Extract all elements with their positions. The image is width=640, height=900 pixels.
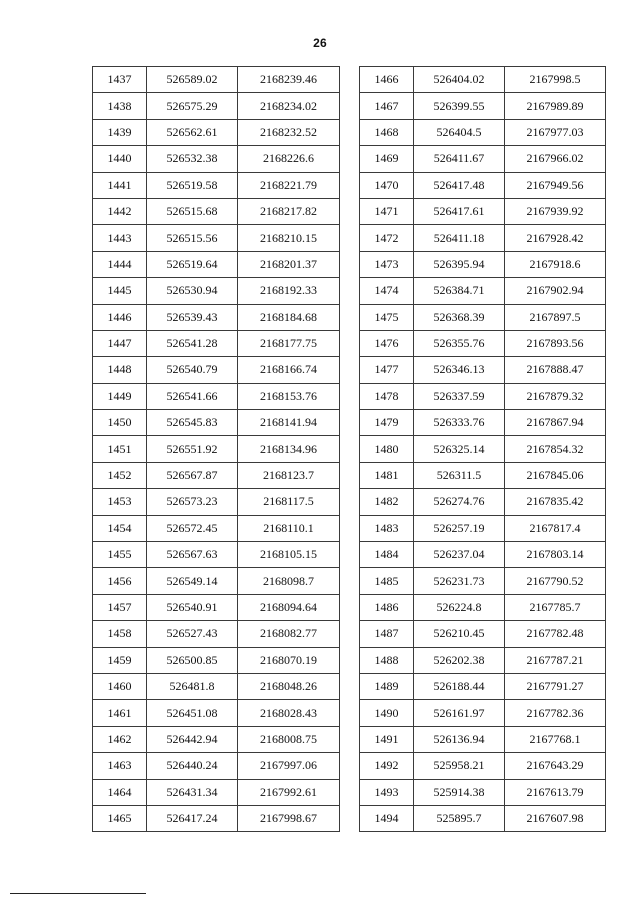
y-coordinate-cell: 2167897.5 — [505, 304, 606, 330]
y-coordinate-cell: 2167613.79 — [505, 779, 606, 805]
coordinate-table-right — [359, 66, 606, 832]
point-number-cell: 1451 — [93, 436, 147, 462]
y-coordinate-cell: 2168117.5 — [238, 489, 340, 515]
table-row — [360, 119, 606, 145]
y-coordinate-cell: 2167791.27 — [505, 673, 606, 699]
table-row — [93, 594, 340, 620]
y-coordinate-cell: 2167893.56 — [505, 330, 606, 356]
y-coordinate-cell: 2168105.15 — [238, 542, 340, 568]
table-row — [360, 410, 606, 436]
table-row — [93, 515, 340, 541]
x-coordinate-cell: 526399.55 — [414, 93, 505, 119]
y-coordinate-cell: 2168070.19 — [238, 647, 340, 673]
x-coordinate-cell: 526530.94 — [147, 278, 238, 304]
y-coordinate-cell: 2167928.42 — [505, 225, 606, 251]
x-coordinate-cell: 526274.76 — [414, 489, 505, 515]
table-row — [93, 753, 340, 779]
x-coordinate-cell: 526500.85 — [147, 647, 238, 673]
y-coordinate-cell: 2167902.94 — [505, 278, 606, 304]
table-row — [360, 673, 606, 699]
x-coordinate-cell: 526346.13 — [414, 357, 505, 383]
point-number-cell: 1446 — [93, 304, 147, 330]
table-row — [360, 700, 606, 726]
y-coordinate-cell: 2168110.1 — [238, 515, 340, 541]
y-coordinate-cell: 2167888.47 — [505, 357, 606, 383]
table-row — [93, 198, 340, 224]
x-coordinate-cell: 526417.61 — [414, 198, 505, 224]
y-coordinate-cell: 2168166.74 — [238, 357, 340, 383]
point-number-cell: 1488 — [360, 647, 414, 673]
y-coordinate-cell: 2168177.75 — [238, 330, 340, 356]
x-coordinate-cell: 526417.24 — [147, 805, 238, 831]
table-row — [360, 278, 606, 304]
y-coordinate-cell: 2168094.64 — [238, 594, 340, 620]
y-coordinate-cell: 2167879.32 — [505, 383, 606, 409]
table-row — [93, 779, 340, 805]
y-coordinate-cell: 2168232.52 — [238, 119, 340, 145]
y-coordinate-cell: 2167787.21 — [505, 647, 606, 673]
point-number-cell: 1449 — [93, 383, 147, 409]
x-coordinate-cell: 526411.18 — [414, 225, 505, 251]
x-coordinate-cell: 526404.02 — [414, 67, 505, 93]
table-row — [360, 462, 606, 488]
table-row — [93, 278, 340, 304]
y-coordinate-cell: 2168210.15 — [238, 225, 340, 251]
point-number-cell: 1439 — [93, 119, 147, 145]
y-coordinate-cell: 2167989.89 — [505, 93, 606, 119]
x-coordinate-cell: 526572.45 — [147, 515, 238, 541]
point-number-cell: 1466 — [360, 67, 414, 93]
y-coordinate-cell: 2167854.32 — [505, 436, 606, 462]
x-coordinate-cell: 526237.04 — [414, 542, 505, 568]
table-row — [93, 357, 340, 383]
point-number-cell: 1448 — [93, 357, 147, 383]
point-number-cell: 1445 — [93, 278, 147, 304]
x-coordinate-cell: 526540.91 — [147, 594, 238, 620]
point-number-cell: 1463 — [93, 753, 147, 779]
point-number-cell: 1438 — [93, 93, 147, 119]
y-coordinate-cell: 2168217.82 — [238, 198, 340, 224]
point-number-cell: 1444 — [93, 251, 147, 277]
table-row — [360, 515, 606, 541]
y-coordinate-cell: 2168192.33 — [238, 278, 340, 304]
x-coordinate-cell: 525914.38 — [414, 779, 505, 805]
x-coordinate-cell: 526573.23 — [147, 489, 238, 515]
table-row — [360, 67, 606, 93]
point-number-cell: 1457 — [93, 594, 147, 620]
table-row — [360, 621, 606, 647]
table-row — [360, 753, 606, 779]
y-coordinate-cell: 2167785.7 — [505, 594, 606, 620]
y-coordinate-cell: 2167966.02 — [505, 146, 606, 172]
x-coordinate-cell: 526384.71 — [414, 278, 505, 304]
point-number-cell: 1437 — [93, 67, 147, 93]
table-row — [93, 805, 340, 831]
y-coordinate-cell: 2167977.03 — [505, 119, 606, 145]
point-number-cell: 1442 — [93, 198, 147, 224]
table-row — [360, 489, 606, 515]
x-coordinate-cell: 526515.68 — [147, 198, 238, 224]
point-number-cell: 1478 — [360, 383, 414, 409]
point-number-cell: 1464 — [93, 779, 147, 805]
point-number-cell: 1492 — [360, 753, 414, 779]
y-coordinate-cell: 2168201.37 — [238, 251, 340, 277]
point-number-cell: 1440 — [93, 146, 147, 172]
table-row — [93, 251, 340, 277]
table-row — [93, 383, 340, 409]
x-coordinate-cell: 526551.92 — [147, 436, 238, 462]
x-coordinate-cell: 526231.73 — [414, 568, 505, 594]
table-row — [360, 383, 606, 409]
table-row — [360, 225, 606, 251]
y-coordinate-cell: 2168153.76 — [238, 383, 340, 409]
table-row — [93, 647, 340, 673]
point-number-cell: 1485 — [360, 568, 414, 594]
y-coordinate-cell: 2168184.68 — [238, 304, 340, 330]
table-row — [93, 700, 340, 726]
y-coordinate-cell: 2168234.02 — [238, 93, 340, 119]
x-coordinate-cell: 526355.76 — [414, 330, 505, 356]
table-row — [93, 726, 340, 752]
coordinate-table-left — [92, 66, 340, 832]
point-number-cell: 1459 — [93, 647, 147, 673]
x-coordinate-cell: 526451.08 — [147, 700, 238, 726]
y-coordinate-cell: 2167997.06 — [238, 753, 340, 779]
table-row — [360, 726, 606, 752]
x-coordinate-cell: 526188.44 — [414, 673, 505, 699]
x-coordinate-cell: 526337.59 — [414, 383, 505, 409]
y-coordinate-cell: 2167867.94 — [505, 410, 606, 436]
table-row — [93, 304, 340, 330]
point-number-cell: 1486 — [360, 594, 414, 620]
table-row — [360, 594, 606, 620]
x-coordinate-cell: 526575.29 — [147, 93, 238, 119]
table-row — [93, 621, 340, 647]
table-row — [360, 542, 606, 568]
point-number-cell: 1481 — [360, 462, 414, 488]
y-coordinate-cell: 2168028.43 — [238, 700, 340, 726]
x-coordinate-cell: 526431.34 — [147, 779, 238, 805]
table-row — [360, 198, 606, 224]
point-number-cell: 1484 — [360, 542, 414, 568]
table-row — [93, 119, 340, 145]
point-number-cell: 1470 — [360, 172, 414, 198]
x-coordinate-cell: 526567.87 — [147, 462, 238, 488]
point-number-cell: 1473 — [360, 251, 414, 277]
point-number-cell: 1472 — [360, 225, 414, 251]
x-coordinate-cell: 526224.8 — [414, 594, 505, 620]
point-number-cell: 1443 — [93, 225, 147, 251]
x-coordinate-cell: 526541.28 — [147, 330, 238, 356]
x-coordinate-cell: 526161.97 — [414, 700, 505, 726]
table-row — [360, 146, 606, 172]
table-row — [93, 330, 340, 356]
x-coordinate-cell: 526519.58 — [147, 172, 238, 198]
x-coordinate-cell: 526333.76 — [414, 410, 505, 436]
x-coordinate-cell: 525895.7 — [414, 805, 505, 831]
point-number-cell: 1494 — [360, 805, 414, 831]
point-number-cell: 1471 — [360, 198, 414, 224]
point-number-cell: 1475 — [360, 304, 414, 330]
x-coordinate-cell: 526202.38 — [414, 647, 505, 673]
point-number-cell: 1461 — [93, 700, 147, 726]
point-number-cell: 1480 — [360, 436, 414, 462]
table-row — [93, 489, 340, 515]
table-row — [360, 436, 606, 462]
x-coordinate-cell: 526540.79 — [147, 357, 238, 383]
x-coordinate-cell: 526481.8 — [147, 673, 238, 699]
x-coordinate-cell: 526368.39 — [414, 304, 505, 330]
point-number-cell: 1458 — [93, 621, 147, 647]
y-coordinate-cell: 2168123.7 — [238, 462, 340, 488]
table-row — [360, 172, 606, 198]
x-coordinate-cell: 526311.5 — [414, 462, 505, 488]
table-row — [93, 542, 340, 568]
point-number-cell: 1477 — [360, 357, 414, 383]
x-coordinate-cell: 526325.14 — [414, 436, 505, 462]
point-number-cell: 1469 — [360, 146, 414, 172]
table-row — [360, 647, 606, 673]
y-coordinate-cell: 2167949.56 — [505, 172, 606, 198]
point-number-cell: 1474 — [360, 278, 414, 304]
point-number-cell: 1460 — [93, 673, 147, 699]
table-row — [93, 93, 340, 119]
point-number-cell: 1453 — [93, 489, 147, 515]
y-coordinate-cell: 2167643.29 — [505, 753, 606, 779]
y-coordinate-cell: 2168221.79 — [238, 172, 340, 198]
x-coordinate-cell: 526541.66 — [147, 383, 238, 409]
y-coordinate-cell: 2167790.52 — [505, 568, 606, 594]
table-row — [93, 410, 340, 436]
y-coordinate-cell: 2167817.4 — [505, 515, 606, 541]
x-coordinate-cell: 526417.48 — [414, 172, 505, 198]
y-coordinate-cell: 2167803.14 — [505, 542, 606, 568]
x-coordinate-cell: 526440.24 — [147, 753, 238, 779]
table-row — [360, 251, 606, 277]
y-coordinate-cell: 2168134.96 — [238, 436, 340, 462]
x-coordinate-cell: 526562.61 — [147, 119, 238, 145]
x-coordinate-cell: 526257.19 — [414, 515, 505, 541]
table-row — [360, 330, 606, 356]
x-coordinate-cell: 526442.94 — [147, 726, 238, 752]
y-coordinate-cell: 2168048.26 — [238, 673, 340, 699]
point-number-cell: 1462 — [93, 726, 147, 752]
x-coordinate-cell: 526549.14 — [147, 568, 238, 594]
point-number-cell: 1456 — [93, 568, 147, 594]
y-coordinate-cell: 2168226.6 — [238, 146, 340, 172]
table-row — [360, 93, 606, 119]
x-coordinate-cell: 526539.43 — [147, 304, 238, 330]
x-coordinate-cell: 526589.02 — [147, 67, 238, 93]
point-number-cell: 1468 — [360, 119, 414, 145]
x-coordinate-cell: 526404.5 — [414, 119, 505, 145]
point-number-cell: 1483 — [360, 515, 414, 541]
table-row — [93, 673, 340, 699]
y-coordinate-cell: 2167998.67 — [238, 805, 340, 831]
y-coordinate-cell: 2167768.1 — [505, 726, 606, 752]
y-coordinate-cell: 2167845.06 — [505, 462, 606, 488]
x-coordinate-cell: 526515.56 — [147, 225, 238, 251]
table-row — [360, 805, 606, 831]
point-number-cell: 1482 — [360, 489, 414, 515]
y-coordinate-cell: 2168239.46 — [238, 67, 340, 93]
y-coordinate-cell: 2168098.7 — [238, 568, 340, 594]
table-row — [93, 146, 340, 172]
x-coordinate-cell: 526136.94 — [414, 726, 505, 752]
point-number-cell: 1467 — [360, 93, 414, 119]
y-coordinate-cell: 2167782.36 — [505, 700, 606, 726]
point-number-cell: 1476 — [360, 330, 414, 356]
y-coordinate-cell: 2167835.42 — [505, 489, 606, 515]
point-number-cell: 1452 — [93, 462, 147, 488]
x-coordinate-cell: 526567.63 — [147, 542, 238, 568]
y-coordinate-cell: 2167939.92 — [505, 198, 606, 224]
table-row — [93, 568, 340, 594]
x-coordinate-cell: 526519.64 — [147, 251, 238, 277]
point-number-cell: 1479 — [360, 410, 414, 436]
page-number: 26 — [313, 36, 327, 50]
x-coordinate-cell: 526532.38 — [147, 146, 238, 172]
point-number-cell: 1454 — [93, 515, 147, 541]
y-coordinate-cell: 2167782.48 — [505, 621, 606, 647]
point-number-cell: 1487 — [360, 621, 414, 647]
point-number-cell: 1450 — [93, 410, 147, 436]
y-coordinate-cell: 2167992.61 — [238, 779, 340, 805]
table-row — [93, 172, 340, 198]
table-row — [360, 304, 606, 330]
point-number-cell: 1455 — [93, 542, 147, 568]
x-coordinate-cell: 525958.21 — [414, 753, 505, 779]
point-number-cell: 1441 — [93, 172, 147, 198]
point-number-cell: 1493 — [360, 779, 414, 805]
x-coordinate-cell: 526210.45 — [414, 621, 505, 647]
x-coordinate-cell: 526395.94 — [414, 251, 505, 277]
x-coordinate-cell: 526411.67 — [414, 146, 505, 172]
table-row — [93, 462, 340, 488]
x-coordinate-cell: 526527.43 — [147, 621, 238, 647]
y-coordinate-cell: 2167998.5 — [505, 67, 606, 93]
table-row — [93, 225, 340, 251]
table-row — [93, 436, 340, 462]
point-number-cell: 1489 — [360, 673, 414, 699]
point-number-cell: 1465 — [93, 805, 147, 831]
table-row — [93, 67, 340, 93]
footnote-separator — [10, 893, 146, 894]
y-coordinate-cell: 2168141.94 — [238, 410, 340, 436]
y-coordinate-cell: 2167607.98 — [505, 805, 606, 831]
table-row — [360, 568, 606, 594]
y-coordinate-cell: 2168008.75 — [238, 726, 340, 752]
point-number-cell: 1447 — [93, 330, 147, 356]
point-number-cell: 1491 — [360, 726, 414, 752]
point-number-cell: 1490 — [360, 700, 414, 726]
y-coordinate-cell: 2167918.6 — [505, 251, 606, 277]
y-coordinate-cell: 2168082.77 — [238, 621, 340, 647]
table-row — [360, 357, 606, 383]
x-coordinate-cell: 526545.83 — [147, 410, 238, 436]
table-row — [360, 779, 606, 805]
